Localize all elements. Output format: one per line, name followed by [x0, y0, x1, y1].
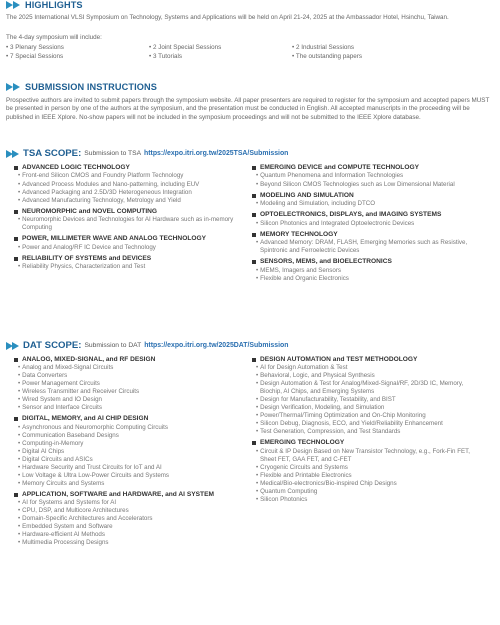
scope-item: [14, 181, 246, 189]
square-bullet-icon: [14, 358, 18, 362]
scope-item-text: AI for Systems and Systems for AI: [22, 499, 117, 507]
scope-item-text: CPU, DSP, and Multicore Architectures: [22, 507, 129, 515]
tsa-scope-heading: [6, 148, 288, 159]
scope-item: [252, 396, 484, 404]
category-heading: [252, 356, 484, 364]
scope-item-text: Computing-in-Memory: [22, 439, 84, 447]
scope-item: [14, 456, 246, 464]
scope-item: [14, 263, 246, 271]
highlights-includes-label: The 4-day symposium will include:: [6, 34, 102, 41]
scope-item: [14, 472, 246, 480]
scope-category: [14, 491, 246, 547]
highlights-heading: [6, 0, 83, 10]
category-heading: [14, 235, 246, 243]
chevron-icon: [13, 1, 20, 9]
scope-category: [252, 231, 484, 256]
scope-item: [252, 480, 484, 488]
scope-item: [14, 523, 246, 531]
category-heading: [252, 258, 484, 266]
square-bullet-icon: [252, 441, 256, 445]
scope-category: [14, 208, 246, 233]
scope-item-text: Front-end Silicon CMOS and Foundry Platform Technology: [22, 172, 184, 180]
square-bullet-icon: [14, 493, 18, 497]
category-title: NEUROMORPHIC and NOVEL COMPUTING: [22, 207, 158, 215]
scope-item: [14, 388, 246, 396]
square-bullet-icon: [252, 260, 256, 264]
scope-item-text: Silicon Debug, Diagnosis, ECO, and Yield/Reliability Enhancement: [260, 420, 443, 428]
tsa-submission-link[interactable]: https://expo.itri.org.tw/2025TSA/Submission: [144, 150, 289, 157]
submission-title: SUBMISSION INSTRUCTIONS: [25, 82, 157, 92]
scope-item-text: Low Voltage & Ultra Low-Power Circuits and Systems: [22, 471, 170, 479]
tsa-left-column: [14, 164, 246, 274]
scope-item: [252, 420, 484, 428]
scope-category: [14, 235, 246, 252]
highlight-item: • The outstanding papers: [292, 53, 363, 61]
scope-item-text: Advanced Packaging and 2.5D/3D Heterogeneous Integration: [22, 188, 192, 196]
scope-item-text: Embedded System and Software: [22, 523, 113, 531]
scope-item: [14, 432, 246, 440]
scope-item-text: Memory Circuits and Systems: [22, 479, 105, 487]
scope-item: [14, 464, 246, 472]
category-title: EMERGING DEVICE and COMPUTE TECHNOLOGY: [260, 164, 419, 171]
chevron-icon: [6, 1, 13, 9]
category-heading: [252, 439, 484, 447]
category-title: RELIABILITY OF SYSTEMS and DEVICES: [22, 254, 152, 262]
chevron-icon: [13, 83, 20, 91]
square-bullet-icon: [14, 210, 18, 214]
scope-item: [252, 172, 484, 180]
scope-category: [252, 356, 484, 436]
scope-category: [252, 439, 484, 503]
scope-category: [252, 211, 484, 228]
highlights-list: [6, 44, 492, 62]
scope-item-text: Test Generation, Compression, and Test Standards: [260, 428, 401, 436]
scope-item-text: Wireless Transmitter and Receiver Circuits: [22, 388, 140, 396]
scope-item: [252, 428, 484, 436]
scope-category: [14, 415, 246, 487]
scope-item: [252, 239, 484, 255]
scope-item-text: Power/Thermal/Timing Optimization and On-Chip Monitoring: [260, 412, 426, 420]
dat-left-column: [14, 356, 246, 550]
submission-heading: [6, 82, 157, 92]
scope-item: [252, 380, 484, 396]
square-bullet-icon: [252, 213, 256, 217]
category-heading: [14, 356, 246, 364]
scope-item: [14, 539, 246, 547]
scope-item-text: Design Verification, Modeling, and Simulation: [260, 404, 385, 412]
scope-item: [14, 440, 246, 448]
square-bullet-icon: [14, 417, 18, 421]
scope-item-text: Communication Baseband Designs: [22, 431, 119, 439]
category-heading: [252, 164, 484, 172]
highlight-item: • 2 Joint Special Sessions: [149, 44, 222, 51]
category-heading: [252, 211, 484, 219]
category-heading: [14, 208, 246, 216]
scope-item: [252, 267, 484, 275]
category-heading: [252, 192, 484, 200]
scope-category: [252, 258, 484, 283]
scope-item: [252, 472, 484, 480]
scope-item: [14, 216, 246, 232]
square-bullet-icon: [252, 166, 256, 170]
category-title: POWER, MILLIMETER WAVE AND ANALOG TECHNOLOGY: [22, 235, 207, 243]
scope-item: [252, 220, 484, 228]
scope-item-text: Behavioral, Logic, and Physical Synthesis: [260, 372, 375, 380]
chevron-icon: [12, 342, 19, 350]
tsa-submission-label: Submission to TSA: [84, 150, 142, 157]
scope-item-text: Wired System and IO Design: [22, 396, 102, 404]
scope-item-text: Domain-Specific Architectures and Accelerators: [22, 515, 153, 523]
scope-item: [252, 464, 484, 472]
scope-item-text: Advanced Manufacturing Technology, Metrology and Yield: [22, 196, 181, 204]
square-bullet-icon: [14, 166, 18, 170]
scope-item-text: Data Converters: [22, 372, 68, 380]
scope-item-text: MEMS, Imagers and Sensors: [260, 266, 341, 274]
highlight-item: • 2 Industrial Sessions: [292, 44, 355, 51]
square-bullet-icon: [252, 233, 256, 237]
highlights-title: HIGHLIGHTS: [25, 0, 83, 10]
scope-item-text: Design Automation & Test for Analog/Mixed-Signal/RF, 2D/3D IC, Memory, Biochip, AI Chips, and Emerging Systems: [260, 380, 464, 396]
scope-item-text: Digital AI Chips: [22, 447, 65, 455]
scope-item: [14, 507, 246, 515]
scope-item-text: Circuit & IP Design Based on New Transistor Technology, e.g., Fork-Fin FET, Sheet FET, GAA FET, and C-FET: [260, 447, 470, 463]
square-bullet-icon: [252, 194, 256, 198]
scope-item-text: Reliability Physics, Characterization and Test: [22, 263, 146, 271]
scope-item: [252, 496, 484, 504]
scope-item-text: Advanced Process Modules and Nano-patterning, including EUV: [22, 180, 200, 188]
dat-submission-label: Submission to DAT: [84, 342, 142, 349]
scope-item-text: Silicon Photonics: [260, 495, 308, 503]
scope-item-text: Modeling and Simulation, including DTCO: [260, 200, 376, 207]
scope-item-text: Neuromorphic Devices and Technologies for AI Hardware such as in-memory Computing: [22, 216, 234, 232]
scope-item-text: Sensor and Interface Circuits: [22, 404, 102, 412]
scope-item-text: Asynchronous and Neuromorphic Computing Circuits: [22, 423, 168, 431]
scope-item: [14, 380, 246, 388]
highlights-intro: The 2025 International VLSI Symposium on Technology, Systems and Applications will be held on April 21-24, 2025 at the Ambassador Hotel, Hsinchu, Taiwan.: [6, 14, 449, 21]
scope-item: [14, 448, 246, 456]
highlight-item: • 3 Plenary Sessions: [6, 44, 64, 51]
scope-item: [14, 499, 246, 507]
square-bullet-icon: [14, 237, 18, 241]
dat-submission-link[interactable]: https://expo.itri.org.tw/2025DAT/Submission: [144, 342, 289, 349]
scope-category: [14, 255, 246, 272]
highlight-item: • 3 Tutorials: [149, 53, 183, 61]
scope-item: [14, 372, 246, 380]
scope-item: [14, 424, 246, 432]
category-heading: [14, 415, 246, 423]
chevron-icon: [12, 150, 19, 158]
scope-item: [14, 364, 246, 372]
category-heading: [14, 491, 246, 499]
category-title: SENSORS, MEMS, and BIOELECTRONICS: [260, 258, 392, 266]
scope-item: [14, 172, 246, 180]
scope-item: [252, 412, 484, 420]
category-heading: [252, 231, 484, 239]
square-bullet-icon: [252, 358, 256, 362]
scope-item-text: Beyond Silicon CMOS Technologies such as Low Dimensional Material: [260, 180, 455, 188]
scope-item-text: Digital Circuits and ASICs: [22, 455, 93, 463]
category-title: ANALOG, MIXED-SIGNAL, and RF DESIGN: [22, 356, 156, 363]
scope-item: [252, 364, 484, 372]
chevron-icon: [6, 83, 13, 91]
scope-item: [252, 275, 484, 283]
submission-text: Prospective authors are invited to submit papers through the symposium website. All paper presenters are required to register for the symposium and accepted papers MUST be presented in person by one of the authors at the symposium, and the presentation must be conducted in English. All accepted manuscripts in the proceeding will be published in IEEE Xplore. No-show papers will not be included in the symposium proceedings and will not be submitted to the IEEE Xplore database.: [6, 97, 490, 121]
scope-item: [252, 200, 484, 208]
scope-item-text: Multimedia Processing Designs: [22, 539, 109, 547]
scope-item-text: Cryogenic Circuits and Systems: [260, 463, 348, 471]
scope-category: [252, 192, 484, 209]
scope-item-text: Quantum Phenomena and Information Technologies: [260, 172, 404, 180]
scope-item-text: Advanced Memory: DRAM, FLASH, Emerging Memories such as Resistive, Spintronic and Ferroelectric Devices: [260, 239, 468, 255]
category-title: APPLICATION, SOFTWARE and HARDWARE, and AI SYSTEM: [22, 490, 214, 498]
scope-item: [14, 197, 246, 205]
category-title: EMERGING TECHNOLOGY: [260, 439, 345, 447]
scope-category: [14, 164, 246, 205]
scope-item-text: Design for Manufacturability, Testability, and BIST: [260, 396, 396, 404]
category-title: MODELING AND SIMULATION: [260, 191, 354, 199]
scope-item-text: Power Management Circuits: [22, 380, 100, 388]
scope-item-text: Silicon Photonics and Integrated Optoelectronic Devices: [260, 219, 415, 227]
category-heading: [14, 255, 246, 263]
scope-item: [252, 448, 484, 464]
scope-item: [14, 531, 246, 539]
tsa-scope-title: TSA SCOPE:: [23, 148, 82, 159]
scope-item: [14, 396, 246, 404]
scope-item: [252, 404, 484, 412]
category-title: OPTOELECTRONICS, DISPLAYS, and IMAGING SYSTEMS: [260, 211, 442, 219]
scope-category: [14, 356, 246, 412]
scope-item-text: Power and Analog/RF IC Device and Technology: [22, 243, 156, 251]
scope-item: [252, 488, 484, 496]
scope-item-text: Flexible and Organic Electronics: [260, 274, 349, 282]
scope-item-text: Medical/Bio-electronics/Bio-inspired Chip Designs: [260, 479, 397, 487]
scope-item: [14, 189, 246, 197]
category-title: DIGITAL, MEMORY, and AI CHIP DESIGN: [22, 415, 149, 423]
dat-scope-title: DAT SCOPE:: [23, 340, 82, 351]
category-heading: [14, 164, 246, 172]
scope-item: [14, 404, 246, 412]
scope-item-text: Analog and Mixed-Signal Circuits: [22, 364, 114, 372]
scope-item: [252, 181, 484, 189]
tsa-right-column: [252, 164, 484, 286]
category-title: MEMORY TECHNOLOGY: [260, 230, 338, 238]
scope-item-text: Hardware Security and Trust Circuits for IoT and AI: [22, 463, 162, 471]
scope-item: [14, 244, 246, 252]
category-title: DESIGN AUTOMATION and TEST METHODOLOGY: [260, 356, 418, 363]
scope-item-text: Hardware-efficient AI Methods: [22, 531, 105, 539]
dat-scope-heading: [6, 340, 288, 351]
scope-item-text: AI for Design Automation & Test: [260, 364, 348, 372]
highlight-item: • 7 Special Sessions: [6, 53, 64, 61]
scope-category: [252, 164, 484, 189]
square-bullet-icon: [14, 257, 18, 261]
dat-right-column: [252, 356, 484, 507]
scope-item-text: Quantum Computing: [260, 487, 318, 495]
scope-item: [14, 480, 246, 488]
category-title: ADVANCED LOGIC TECHNOLOGY: [22, 164, 130, 171]
scope-item: [14, 515, 246, 523]
scope-item: [252, 372, 484, 380]
scope-item-text: Flexible and Printable Electronics: [260, 471, 352, 479]
